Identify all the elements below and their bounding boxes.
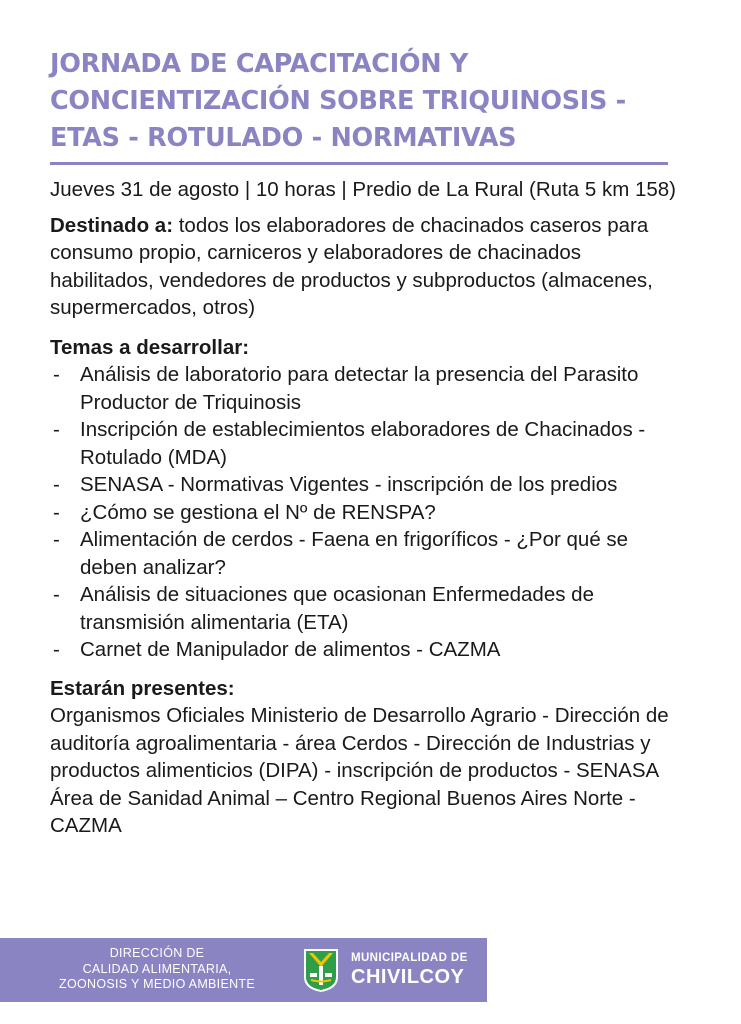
bullet-dash: - [53, 473, 60, 496]
topics-heading: Temas a desarrollar: [50, 335, 250, 359]
topic-text: Alimentación de cerdos - Faena en frigoríficos - ¿Por qué se deben analizar? [80, 528, 629, 579]
bullet-dash: - [53, 583, 60, 606]
audience-text: todos los elaboradores de chacinados caseros para consumo propio, carniceros y elaboradores de chacinados habilitados, vendedores de productos y subproductos (almacenes, supermercados, otros) [50, 213, 653, 319]
topic-text: SENASA - Normativas Vigentes - inscripción de los predios [80, 473, 618, 496]
bullet-dash: - [53, 638, 60, 661]
page-title: JORNADA DE CAPACITACIÓN Y CONCIENTIZACIÓN SOBRE TRIQUINOSIS - ETAS - ROTULADO - NORMATIVAS [50, 49, 626, 153]
audience-paragraph [50, 212, 680, 322]
event-details: Jueves 31 de agosto | 10 horas | Predio de La Rural (Ruta 5 km 158) [50, 178, 677, 201]
list-item [50, 471, 680, 499]
topics-list [50, 361, 680, 664]
presents-heading: Estarán presentes: [50, 676, 235, 700]
footer-banner [0, 938, 487, 1002]
department-line: CALIDAD ALIMENTARIA, [82, 961, 232, 976]
bullet-dash: - [53, 500, 60, 524]
list-item [50, 581, 680, 636]
municipality-label: MUNICIPALIDAD DE [351, 952, 468, 964]
municipality-logo-text [351, 951, 468, 989]
bullet-dash: - [53, 363, 60, 386]
bullet-dash: - [53, 418, 60, 441]
topic-text: Inscripción de establecimientos elaboradores de Chacinados - Rotulado (MDA) [80, 418, 646, 469]
department-name [32, 946, 282, 993]
chivilcoy-crest-icon [302, 947, 340, 993]
topic-text: ¿Cómo se gestiona el Nº de RENSPA? [80, 500, 436, 524]
title-divider [50, 162, 668, 165]
topic-text: Análisis de situaciones que ocasionan Enfermedades de transmisión alimentaria (ETA) [80, 583, 594, 634]
bullet-dash: - [53, 528, 60, 551]
list-item [50, 526, 680, 581]
document-body [50, 176, 680, 840]
list-item [50, 361, 680, 416]
presents-text: Organismos Oficiales Ministerio de Desarrollo Agrario - Dirección de auditoría agroalimentaria - área Cerdos - Dirección de Industrias y productos alimenticios (DIPA) - inscripción de productos - SENASA Área de Sanidad Animal – Centro Regional Buenos Aires Norte - CAZMA [50, 704, 669, 837]
topic-text: Análisis de laboratorio para detectar la presencia del Parasito Productor de Triquinosis [80, 363, 639, 414]
department-line: ZOONOSIS Y MEDIO AMBIENTE [59, 977, 255, 991]
topic-text: Carnet de Manipulador de alimentos - CAZMA [80, 638, 501, 661]
list-item [50, 636, 680, 664]
department-line: DIRECCIÓN DE [109, 946, 205, 960]
municipality-name: CHIVILCOY [351, 966, 465, 988]
list-item [50, 416, 680, 471]
list-item [50, 499, 680, 527]
audience-label: Destinado a: [50, 213, 174, 237]
